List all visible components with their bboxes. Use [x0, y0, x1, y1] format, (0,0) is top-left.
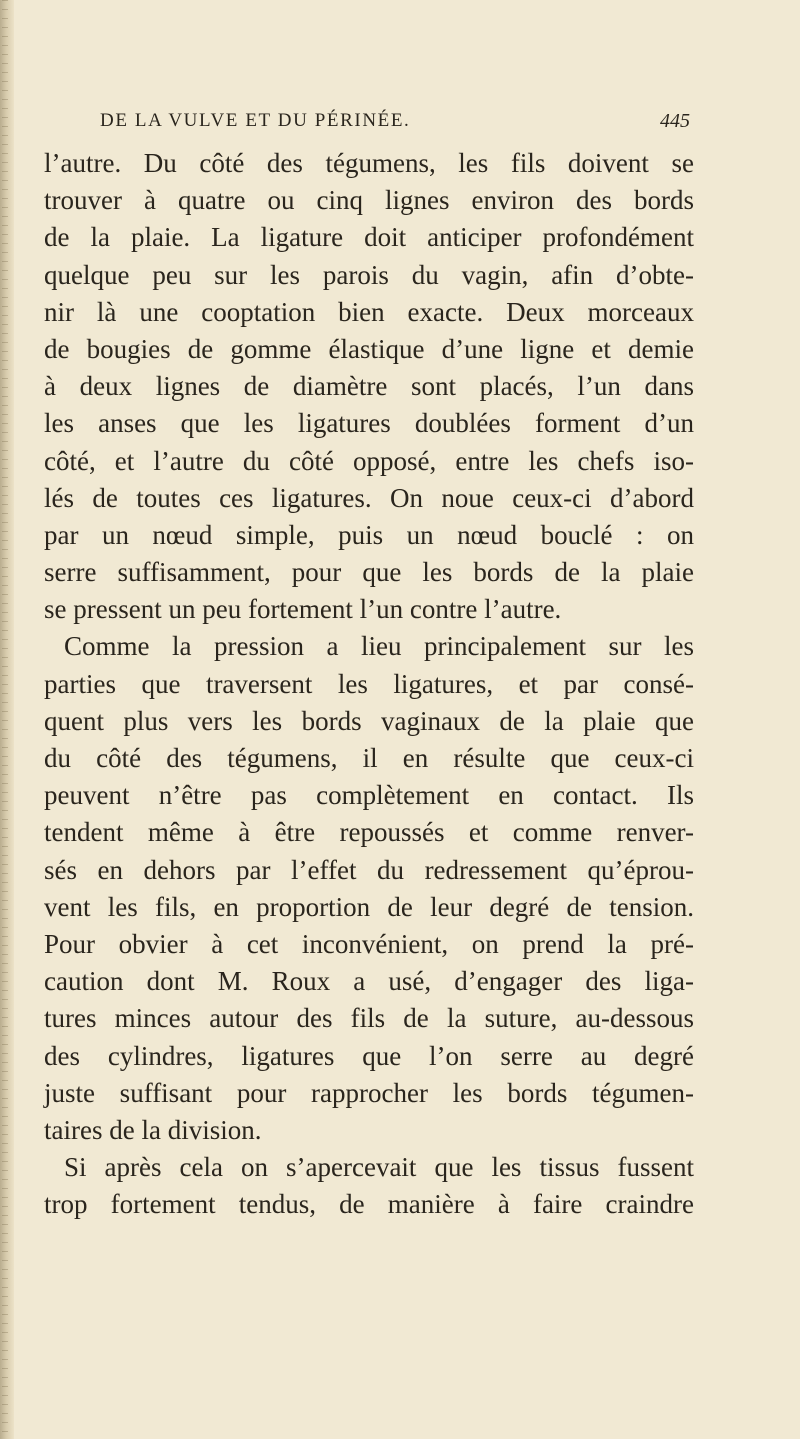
text-line: trop fortement tendus, de manière à faire craindre	[44, 1189, 694, 1220]
text-line: de la plaie. La ligature doit anticiper profondément	[44, 222, 694, 253]
paragraph-start-line: Si après cela on s’apercevait que les tissus fussent	[64, 1152, 694, 1183]
text-line: parties que traversent les ligatures, et par consé-	[44, 668, 694, 699]
text-line: vent les fils, en proportion de leur degré de tension.	[44, 891, 694, 922]
running-title: DE LA VULVE ET DU PÉRINÉE.	[100, 110, 411, 131]
text-line: serre suffisamment, pour que les bords de la plaie	[44, 557, 694, 588]
text-line: trouver à quatre ou cinq lignes environ des bords	[44, 185, 694, 216]
running-head	[100, 110, 690, 140]
page-edge-texture	[2, 0, 8, 1439]
text-line: Pour obvier à cet inconvénient, on prend la pré-	[44, 928, 694, 959]
text-line: quelque peu sur les parois du vagin, afin d’obte-	[44, 259, 694, 290]
text-line: tures minces autour des fils de la suture, au-dessous	[44, 1003, 694, 1034]
text-line: taires de la division.	[44, 1114, 262, 1145]
text-line: tendent même à être repoussés et comme renver-	[44, 817, 694, 848]
text-line: peuvent n’être pas complètement en contact. Ils	[44, 780, 694, 811]
text-line: juste suffisant pour rapprocher les bords tégumen-	[44, 1077, 694, 1108]
text-line: lés de toutes ces ligatures. On noue ceux-ci d’abord	[44, 482, 694, 513]
text-line: de bougies de gomme élastique d’une ligne et demie	[44, 333, 694, 364]
text-line: quent plus vers les bords vaginaux de la plaie que	[44, 705, 694, 736]
page-number: 445	[660, 110, 690, 132]
text-line: caution dont M. Roux a usé, d’engager des liga-	[44, 966, 694, 997]
body-text	[44, 145, 694, 1223]
paragraph-start-line: Comme la pression a lieu principalement sur les	[64, 631, 694, 662]
text-line: des cylindres, ligatures que l’on serre au degré	[44, 1040, 694, 1071]
text-line: les anses que les ligatures doublées forment d’un	[44, 408, 694, 439]
text-line: côté, et l’autre du côté opposé, entre les chefs iso-	[44, 445, 694, 476]
text-line: du côté des tégumens, il en résulte que ceux-ci	[44, 743, 694, 773]
text-line: sés en dehors par l’effet du redressement qu’éprou-	[44, 854, 694, 885]
text-line: nir là une cooptation bien exacte. Deux morceaux	[44, 296, 694, 327]
text-line: l’autre. Du côté des tégumens, les fils doivent se	[44, 148, 694, 178]
text-line: se pressent un peu fortement l’un contre l’autre.	[44, 594, 562, 625]
text-line: par un nœud simple, puis un nœud bouclé : on	[44, 519, 694, 550]
text-line: à deux lignes de diamètre sont placés, l’un dans	[44, 371, 694, 402]
